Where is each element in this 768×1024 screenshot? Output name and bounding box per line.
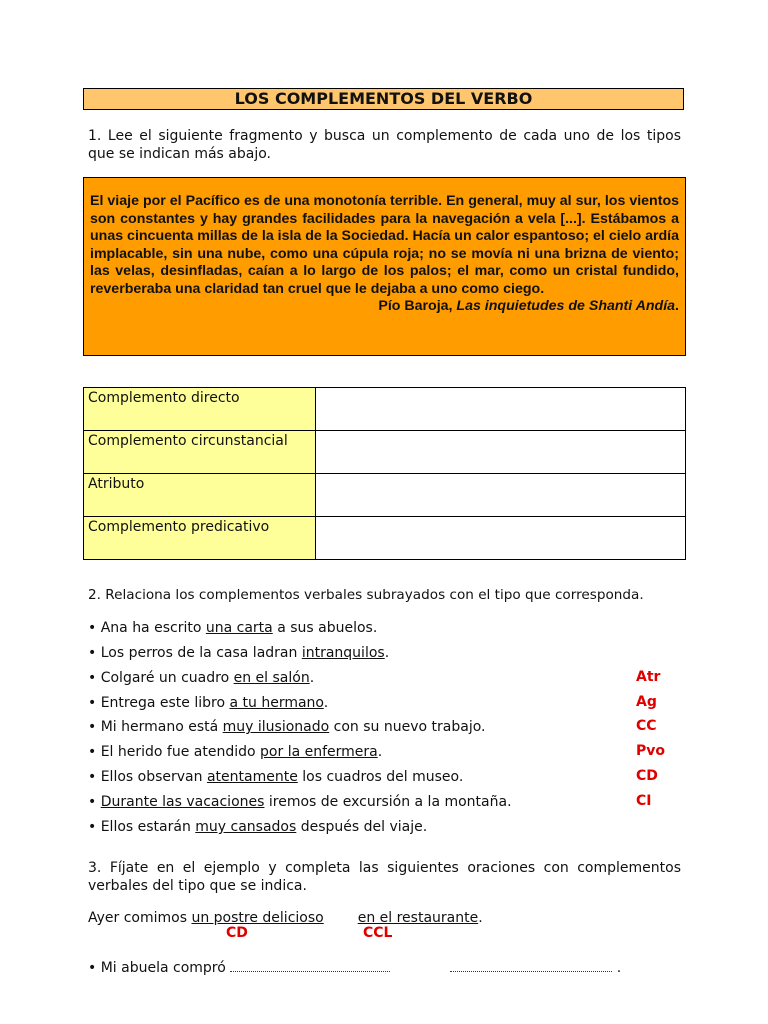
row-label: Complemento directo [84,388,316,431]
quote-text: El viaje por el Pacífico es de una monotonía terrible. En general, muy al sur, los vientos son constantes y hay grandes facilidades para la navegación a vela [...]. Estábamos a unas cincuenta millas de la isla de la Sociedad. Hacía un calor espantoso; el cielo ardía implacable, sin una nube, como una cúpula roja; no se movía ni una brizna de viento; las velas, desinfladas, caían a lo largo de los palos; el mar, como un cristal fundido, reverberaba una claridad tan cruel que le dejaba a uno como ciego. [90,193,679,297]
blank-field[interactable] [450,961,612,972]
type-label: Atr [636,669,661,685]
type-label: Ag [636,694,657,710]
list-item: • Colgaré un cuadro en el salón. [88,670,315,686]
page-title: LOS COMPLEMENTOS DEL VERBO [83,88,684,110]
list-item: • Durante las vacaciones iremos de excursión a la montaña. [88,794,512,810]
row-label: Complemento circunstancial [84,431,316,474]
list-item: • El herido fue atendido por la enfermera. [88,744,383,760]
type-label: CI [636,793,652,809]
table-row [84,388,686,431]
answer-cell[interactable] [316,431,686,474]
blank-field[interactable] [230,961,390,972]
row-label: Complemento predicativo [84,517,316,560]
list-item: • Mi hermano está muy ilusionado con su nuevo trabajo. [88,719,486,735]
table-row [84,474,686,517]
list-item: • Ana ha escrito una carta a sus abuelos. [88,620,378,636]
example-tag-cd: CD [226,925,248,941]
quote-work: Las inquietudes de Shanti Andía [456,298,676,314]
list-item: • Entrega este libro a tu hermano. [88,695,329,711]
exercise-2-instruction: 2. Relaciona los complementos verbales subrayados con el tipo que corresponda. [88,587,644,603]
type-label: CD [636,768,658,784]
exercise-3-instruction: 3. Fíjate en el ejemplo y completa las siguientes oraciones con complementos verbales del tipo que se indica. [88,860,681,894]
answer-cell[interactable] [316,474,686,517]
row-label: Atributo [84,474,316,517]
answer-cell[interactable] [316,388,686,431]
quote-box [83,177,686,356]
table-row [84,431,686,474]
list-item: • Ellos observan atentamente los cuadros del museo. [88,769,464,785]
list-item: • Ellos estarán muy cansados después del viaje. [88,819,428,835]
completion-line: • Mi abuela compró . [88,960,622,976]
table-row [84,517,686,560]
example-tag-ccl: CCL [363,925,393,941]
type-label: CC [636,718,657,734]
example-sentence: Ayer comimos un postre delicioso en el restaurante. [88,910,483,926]
list-item: • Los perros de la casa ladran intranquilos. [88,645,390,661]
type-label: Pvo [636,743,666,759]
complements-table [83,387,686,560]
exercise-1-instruction: 1. Lee el siguiente fragmento y busca un complemento de cada uno de los tipos que se indican más abajo. [88,128,681,162]
answer-cell[interactable] [316,517,686,560]
quote-author: Pío Baroja, Las inquietudes de Shanti Andía. [378,298,679,314]
